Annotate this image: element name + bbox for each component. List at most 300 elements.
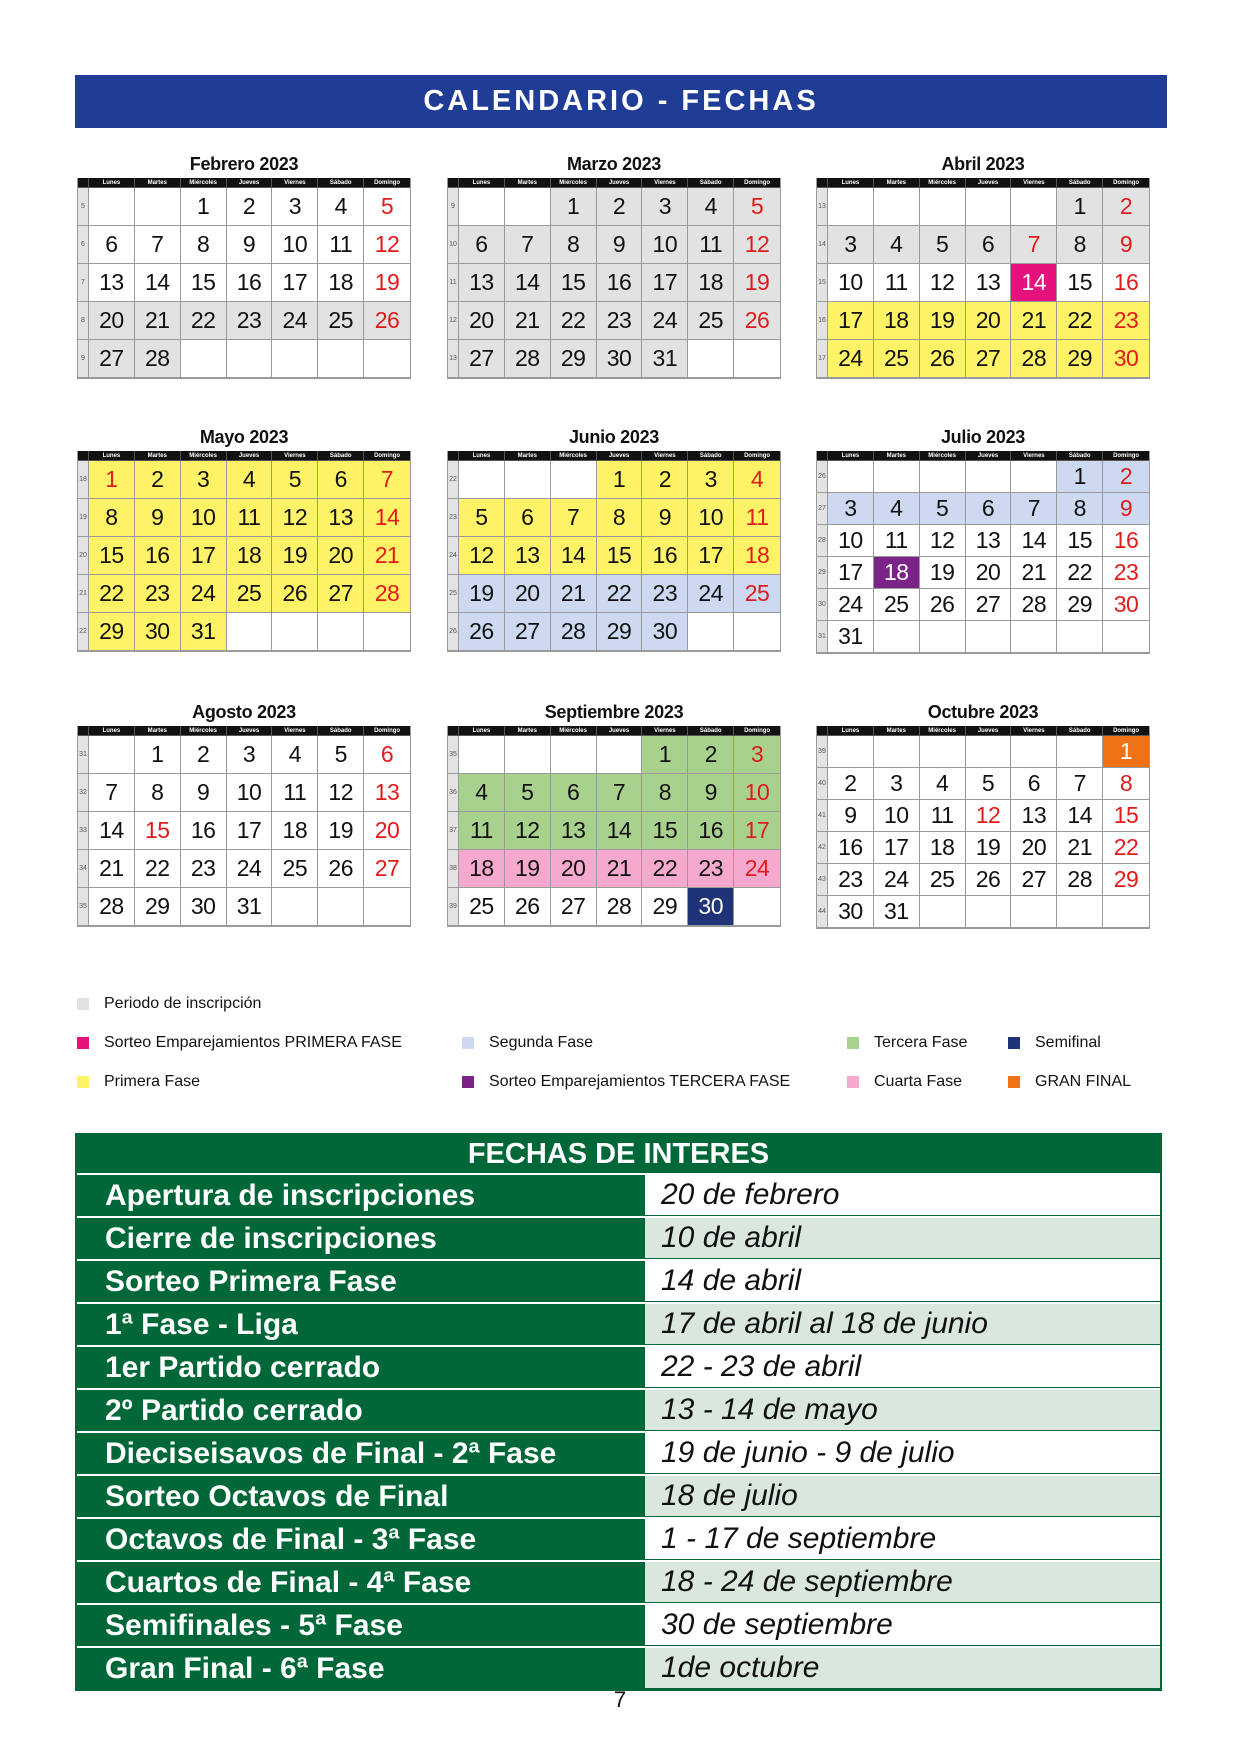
- day-cell: 18: [272, 812, 318, 850]
- day-cell: 17: [227, 812, 273, 850]
- empty-cell: [828, 736, 874, 768]
- day-cell: 7: [551, 499, 597, 537]
- day-cell: 15: [642, 812, 688, 850]
- day-cell: 8: [1057, 493, 1103, 525]
- day-cell: 23: [181, 850, 227, 888]
- interest-row: [77, 1345, 1160, 1388]
- weekday-header: Domingo: [364, 726, 410, 736]
- legend-swatch: [847, 1076, 859, 1088]
- day-cell: 16: [135, 537, 181, 575]
- day-cell: 21: [597, 850, 643, 888]
- weekday-header: Martes: [874, 726, 920, 736]
- interest-label: Cierre de inscripciones: [77, 1218, 643, 1259]
- day-cell: 14: [597, 812, 643, 850]
- day-cell: 1: [1057, 461, 1103, 493]
- weekday-header: Jueves: [227, 451, 273, 461]
- empty-cell: [828, 461, 874, 493]
- empty-cell: [734, 613, 780, 651]
- day-cell: 15: [551, 264, 597, 302]
- interest-row: [77, 1474, 1160, 1517]
- day-cell: 14: [135, 264, 181, 302]
- empty-cell: [181, 340, 227, 378]
- day-cell: 12: [734, 226, 780, 264]
- day-cell: 2: [642, 461, 688, 499]
- day-cell: 18: [734, 537, 780, 575]
- day-cell: 16: [1103, 525, 1149, 557]
- interest-value: 1 - 17 de septiembre: [643, 1519, 1160, 1560]
- day-cell: 30: [828, 896, 874, 928]
- day-cell: 13: [551, 812, 597, 850]
- day-cell: 31: [828, 621, 874, 653]
- grid-corner: [78, 451, 89, 461]
- empty-cell: [505, 461, 551, 499]
- interest-value: 19 de junio - 9 de julio: [643, 1433, 1160, 1474]
- day-cell: 24: [828, 340, 874, 378]
- month-title: Febrero 2023: [189, 154, 299, 174]
- week-number: 37: [448, 812, 459, 850]
- day-cell: 19: [505, 850, 551, 888]
- day-cell: 4: [874, 226, 920, 264]
- day-cell: 11: [874, 525, 920, 557]
- grid-corner: [817, 451, 828, 461]
- day-cell: 24: [227, 850, 273, 888]
- weekday-header: Jueves: [966, 451, 1012, 461]
- weekday-header: Martes: [505, 178, 551, 188]
- week-number: 21: [78, 575, 89, 613]
- day-cell: 8: [642, 774, 688, 812]
- day-cell: 7: [597, 774, 643, 812]
- week-number: 24: [448, 537, 459, 575]
- weekday-header: Domingo: [1103, 451, 1149, 461]
- day-cell: 20: [459, 302, 505, 340]
- day-cell: 27: [966, 340, 1012, 378]
- week-number: 18: [78, 461, 89, 499]
- empty-cell: [89, 188, 135, 226]
- day-cell: 8: [551, 226, 597, 264]
- day-cell: 1: [135, 736, 181, 774]
- day-cell: 28: [505, 340, 551, 378]
- day-cell: 26: [966, 864, 1012, 896]
- day-cell: 21: [364, 537, 410, 575]
- day-cell: 21: [1011, 557, 1057, 589]
- empty-cell: [1011, 461, 1057, 493]
- day-cell: 2: [181, 736, 227, 774]
- interest-value: 22 - 23 de abril: [643, 1347, 1160, 1388]
- interest-value: 13 - 14 de mayo: [643, 1390, 1160, 1431]
- month-title: Junio 2023: [568, 427, 660, 447]
- day-cell: 28: [597, 888, 643, 926]
- day-cell: 29: [1057, 340, 1103, 378]
- empty-cell: [966, 621, 1012, 653]
- legend-item: [77, 1034, 402, 1052]
- day-cell: 10: [734, 774, 780, 812]
- week-number: 12: [448, 302, 459, 340]
- day-cell: 3: [734, 736, 780, 774]
- interest-row: [77, 1302, 1160, 1345]
- empty-cell: [874, 621, 920, 653]
- weekday-header: Domingo: [734, 178, 780, 188]
- weekday-header: Domingo: [1103, 178, 1149, 188]
- legend-swatch: [77, 998, 89, 1010]
- day-cell: 21: [1011, 302, 1057, 340]
- weekday-header: Jueves: [227, 726, 273, 736]
- day-cell: 27: [1011, 864, 1057, 896]
- weekday-header: Sábado: [688, 451, 734, 461]
- interest-row: [77, 1646, 1160, 1689]
- day-cell: 19: [734, 264, 780, 302]
- week-number: 26: [448, 613, 459, 651]
- week-number: 6: [78, 226, 89, 264]
- week-number: 30: [817, 589, 828, 621]
- weekday-header: Jueves: [597, 178, 643, 188]
- empty-cell: [1057, 621, 1103, 653]
- day-cell: 25: [734, 575, 780, 613]
- day-cell: 20: [1011, 832, 1057, 864]
- day-cell: 26: [459, 613, 505, 651]
- empty-cell: [1057, 736, 1103, 768]
- day-cell: 6: [966, 493, 1012, 525]
- day-cell: 12: [318, 774, 364, 812]
- week-number: 31: [817, 621, 828, 653]
- interest-value: 1de octubre: [643, 1648, 1160, 1689]
- day-cell: 14: [364, 499, 410, 537]
- day-cell: 18: [874, 557, 920, 589]
- month-calendar: [816, 698, 1150, 929]
- empty-cell: [734, 340, 780, 378]
- week-number: 32: [78, 774, 89, 812]
- day-cell: 27: [551, 888, 597, 926]
- day-cell: 10: [828, 264, 874, 302]
- empty-cell: [966, 461, 1012, 493]
- day-cell: 13: [966, 264, 1012, 302]
- day-cell: 9: [597, 226, 643, 264]
- legend-swatch: [1008, 1076, 1020, 1088]
- weekday-header: Sábado: [1057, 178, 1103, 188]
- day-cell: 10: [874, 800, 920, 832]
- interest-row: [77, 1388, 1160, 1431]
- grid-corner: [817, 178, 828, 188]
- day-cell: 16: [597, 264, 643, 302]
- legend-label: Segunda Fase: [489, 1034, 594, 1051]
- weekday-header: Viernes: [1011, 726, 1057, 736]
- day-cell: 7: [89, 774, 135, 812]
- day-cell: 30: [688, 888, 734, 926]
- interest-row: [77, 1431, 1160, 1474]
- day-cell: 17: [688, 537, 734, 575]
- day-cell: 22: [135, 850, 181, 888]
- day-cell: 11: [688, 226, 734, 264]
- empty-cell: [1057, 896, 1103, 928]
- empty-cell: [1103, 621, 1149, 653]
- day-cell: 20: [318, 537, 364, 575]
- empty-cell: [1011, 188, 1057, 226]
- day-cell: 3: [227, 736, 273, 774]
- day-cell: 28: [1057, 864, 1103, 896]
- day-cell: 7: [1011, 226, 1057, 264]
- month-grid: [816, 178, 1150, 379]
- empty-cell: [459, 736, 505, 774]
- empty-cell: [364, 613, 410, 651]
- day-cell: 20: [966, 557, 1012, 589]
- empty-cell: [505, 188, 551, 226]
- day-cell: 1: [597, 461, 643, 499]
- weekday-header: Martes: [505, 451, 551, 461]
- day-cell: 2: [688, 736, 734, 774]
- day-cell: 20: [966, 302, 1012, 340]
- day-cell: 5: [318, 736, 364, 774]
- day-cell: 23: [597, 302, 643, 340]
- empty-cell: [920, 461, 966, 493]
- day-cell: 4: [920, 768, 966, 800]
- weekday-header: Lunes: [89, 178, 135, 188]
- month-calendar: [447, 150, 781, 379]
- week-number: 8: [78, 302, 89, 340]
- day-cell: 25: [272, 850, 318, 888]
- weekday-header: Viernes: [272, 178, 318, 188]
- day-cell: 24: [734, 850, 780, 888]
- day-cell: 10: [272, 226, 318, 264]
- day-cell: 30: [181, 888, 227, 926]
- month-grid: [77, 451, 411, 652]
- grid-corner: [448, 451, 459, 461]
- empty-cell: [459, 188, 505, 226]
- day-cell: 28: [1011, 589, 1057, 621]
- day-cell: 25: [920, 864, 966, 896]
- empty-cell: [920, 621, 966, 653]
- day-cell: 2: [597, 188, 643, 226]
- interest-table: [75, 1133, 1162, 1691]
- day-cell: 29: [1103, 864, 1149, 896]
- week-number: 15: [817, 264, 828, 302]
- day-cell: 26: [272, 575, 318, 613]
- interest-label: Cuartos de Final - 4ª Fase: [77, 1562, 643, 1603]
- legend-item: [1008, 1034, 1101, 1052]
- weekday-header: Lunes: [459, 451, 505, 461]
- week-number: 40: [817, 768, 828, 800]
- weekday-header: Sábado: [1057, 451, 1103, 461]
- day-cell: 23: [828, 864, 874, 896]
- month-calendar: [77, 150, 411, 379]
- day-cell: 19: [920, 557, 966, 589]
- day-cell: 9: [1103, 493, 1149, 525]
- week-number: 5: [78, 188, 89, 226]
- day-cell: 23: [135, 575, 181, 613]
- weekday-header: Miércoles: [551, 726, 597, 736]
- day-cell: 17: [828, 557, 874, 589]
- day-cell: 18: [227, 537, 273, 575]
- weekday-header: Viernes: [1011, 178, 1057, 188]
- interest-label: Semifinales - 5ª Fase: [77, 1605, 643, 1646]
- day-cell: 27: [89, 340, 135, 378]
- interest-value: 30 de septiembre: [643, 1605, 1160, 1646]
- interest-row: [77, 1259, 1160, 1302]
- day-cell: 5: [364, 188, 410, 226]
- day-cell: 5: [734, 188, 780, 226]
- day-cell: 30: [597, 340, 643, 378]
- day-cell: 14: [1057, 800, 1103, 832]
- day-cell: 12: [966, 800, 1012, 832]
- week-number: 27: [817, 493, 828, 525]
- week-number: 13: [448, 340, 459, 378]
- day-cell: 31: [227, 888, 273, 926]
- day-cell: 5: [966, 768, 1012, 800]
- empty-cell: [688, 340, 734, 378]
- weekday-header: Domingo: [364, 178, 410, 188]
- day-cell: 28: [551, 613, 597, 651]
- day-cell: 24: [874, 864, 920, 896]
- day-cell: 3: [642, 188, 688, 226]
- day-cell: 23: [1103, 302, 1149, 340]
- weekday-header: Jueves: [966, 726, 1012, 736]
- day-cell: 17: [734, 812, 780, 850]
- day-cell: 4: [227, 461, 273, 499]
- day-cell: 3: [828, 226, 874, 264]
- day-cell: 28: [89, 888, 135, 926]
- empty-cell: [318, 613, 364, 651]
- day-cell: 16: [227, 264, 273, 302]
- day-cell: 26: [920, 589, 966, 621]
- legend-item: [462, 1073, 790, 1091]
- day-cell: 23: [688, 850, 734, 888]
- day-cell: 17: [874, 832, 920, 864]
- day-cell: 25: [688, 302, 734, 340]
- weekday-header: Domingo: [364, 451, 410, 461]
- day-cell: 22: [551, 302, 597, 340]
- day-cell: 3: [272, 188, 318, 226]
- day-cell: 11: [318, 226, 364, 264]
- legend-swatch: [1008, 1037, 1020, 1049]
- weekday-header: Viernes: [642, 178, 688, 188]
- day-cell: 8: [1103, 768, 1149, 800]
- month-calendar: [816, 150, 1150, 379]
- empty-cell: [920, 188, 966, 226]
- day-cell: 1: [642, 736, 688, 774]
- day-cell: 22: [181, 302, 227, 340]
- week-number: 43: [817, 864, 828, 896]
- day-cell: 20: [364, 812, 410, 850]
- day-cell: 22: [1103, 832, 1149, 864]
- weekday-header: Martes: [135, 178, 181, 188]
- day-cell: 22: [1057, 557, 1103, 589]
- empty-cell: [318, 888, 364, 926]
- weekday-header: Viernes: [272, 451, 318, 461]
- month-grid: [77, 178, 411, 379]
- weekday-header: Jueves: [597, 726, 643, 736]
- weekday-header: Sábado: [318, 451, 364, 461]
- empty-cell: [734, 888, 780, 926]
- weekday-header: Jueves: [227, 178, 273, 188]
- empty-cell: [597, 736, 643, 774]
- day-cell: 1: [551, 188, 597, 226]
- weekday-header: Lunes: [828, 451, 874, 461]
- day-cell: 13: [1011, 800, 1057, 832]
- day-cell: 4: [318, 188, 364, 226]
- day-cell: 14: [89, 812, 135, 850]
- day-cell: 27: [505, 613, 551, 651]
- day-cell: 5: [272, 461, 318, 499]
- day-cell: 17: [181, 537, 227, 575]
- month-title: Julio 2023: [940, 427, 1026, 447]
- weekday-header: Sábado: [318, 726, 364, 736]
- week-number: 9: [78, 340, 89, 378]
- empty-cell: [135, 188, 181, 226]
- day-cell: 26: [364, 302, 410, 340]
- week-number: 33: [78, 812, 89, 850]
- day-cell: 29: [597, 613, 643, 651]
- day-cell: 13: [318, 499, 364, 537]
- weekday-header: Miércoles: [920, 451, 966, 461]
- empty-cell: [459, 461, 505, 499]
- day-cell: 9: [828, 800, 874, 832]
- day-cell: 20: [89, 302, 135, 340]
- weekday-header: Sábado: [688, 726, 734, 736]
- legend-label: Sorteo Emparejamientos TERCERA FASE: [489, 1073, 791, 1090]
- empty-cell: [364, 340, 410, 378]
- empty-cell: [874, 461, 920, 493]
- day-cell: 11: [874, 264, 920, 302]
- weekday-header: Miércoles: [551, 451, 597, 461]
- legend-item: [77, 1073, 200, 1091]
- day-cell: 7: [364, 461, 410, 499]
- legend-item: [77, 995, 261, 1013]
- day-cell: 22: [642, 850, 688, 888]
- day-cell: 2: [1103, 461, 1149, 493]
- empty-cell: [966, 188, 1012, 226]
- day-cell: 12: [920, 525, 966, 557]
- month-grid: [77, 726, 411, 927]
- day-cell: 18: [688, 264, 734, 302]
- day-cell: 7: [1057, 768, 1103, 800]
- month-calendar: [77, 698, 411, 927]
- day-cell: 25: [318, 302, 364, 340]
- weekday-header: Viernes: [272, 726, 318, 736]
- day-cell: 4: [734, 461, 780, 499]
- day-cell: 13: [966, 525, 1012, 557]
- day-cell: 16: [181, 812, 227, 850]
- empty-cell: [1011, 896, 1057, 928]
- legend-label: Cuarta Fase: [874, 1073, 963, 1090]
- empty-cell: [318, 340, 364, 378]
- day-cell: 11: [272, 774, 318, 812]
- week-number: 44: [817, 896, 828, 928]
- day-cell: 19: [459, 575, 505, 613]
- day-cell: 29: [89, 613, 135, 651]
- day-cell: 10: [181, 499, 227, 537]
- legend-swatch: [77, 1037, 89, 1049]
- day-cell: 11: [920, 800, 966, 832]
- day-cell: 17: [272, 264, 318, 302]
- week-number: 13: [817, 188, 828, 226]
- legend-label: Sorteo Emparejamientos PRIMERA FASE: [104, 1034, 402, 1051]
- day-cell: 13: [459, 264, 505, 302]
- weekday-header: Lunes: [459, 726, 505, 736]
- day-cell: 29: [642, 888, 688, 926]
- day-cell: 6: [966, 226, 1012, 264]
- day-cell: 24: [688, 575, 734, 613]
- day-cell: 22: [1057, 302, 1103, 340]
- day-cell: 9: [181, 774, 227, 812]
- week-number: 10: [448, 226, 459, 264]
- day-cell: 9: [135, 499, 181, 537]
- month-grid: [447, 178, 781, 379]
- day-cell: 29: [551, 340, 597, 378]
- day-cell: 19: [920, 302, 966, 340]
- empty-cell: [828, 188, 874, 226]
- day-cell: 15: [89, 537, 135, 575]
- week-number: 38: [448, 850, 459, 888]
- day-cell: 16: [642, 537, 688, 575]
- week-number: 39: [448, 888, 459, 926]
